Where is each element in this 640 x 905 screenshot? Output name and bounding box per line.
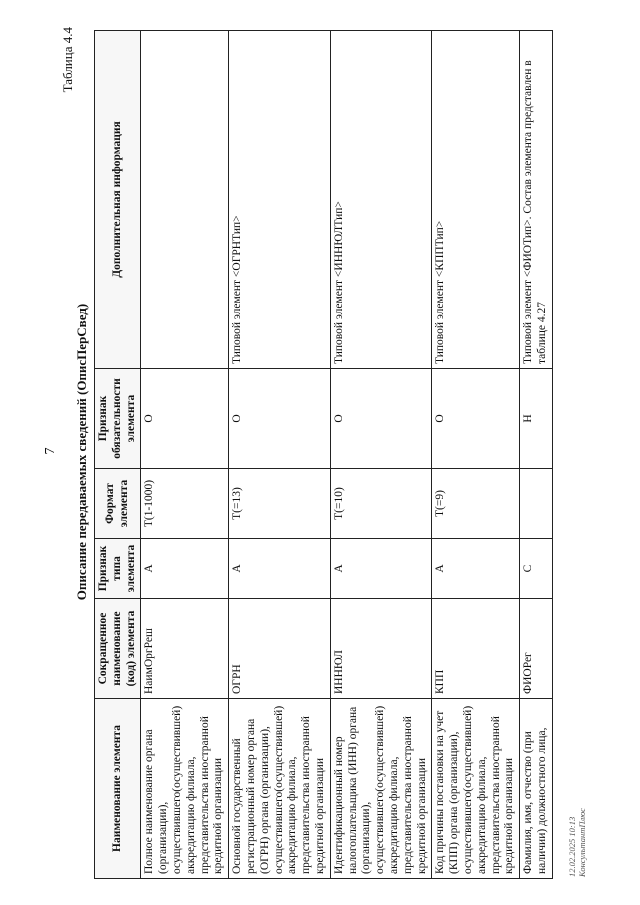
header-required: Признак обязательности элемента [95,369,141,469]
cell-required: О [432,369,520,469]
table-label: Таблица 4.4 [60,27,75,93]
cell-type: А [330,539,432,599]
header-format: Формат элемента [95,469,141,539]
cell-type: А [141,539,229,599]
header-code: Сокращенное наименование (код) элемента [95,599,141,699]
cell-code: ФИОРег [520,599,553,699]
table-title: Описание передаваемых сведений (ОписПерСвед) [74,303,89,601]
cell-info [141,31,229,369]
table-row [141,31,229,879]
rotated-page [60,21,588,883]
table-header-row [95,31,141,879]
cell-required: О [330,369,432,469]
cell-type: А [229,539,331,599]
table-row [520,31,553,879]
cell-type: А [432,539,520,599]
table-row [229,31,331,879]
cell-type: С [520,539,553,599]
document-stamp [568,808,588,877]
elements-table [94,30,553,879]
cell-info: Типовой элемент <ОГРНТип> [229,31,331,369]
cell-info: Типовой элемент <КППТип> [432,31,520,369]
cell-name: Фамилия, имя, отчество (при наличии) должностного лица, [520,699,553,879]
header-name: Наименование элемента [95,699,141,879]
cell-info: Типовой элемент <ФИОТип>. Состав элемента представлен в таблице 4.27 [520,31,553,369]
stamp-source: КонсультантПлюс [577,808,588,877]
table-row [330,31,432,879]
header-type: Признак типа элемента [95,539,141,599]
page-number: 7 [43,447,58,455]
table-row [432,31,520,879]
cell-info: Типовой элемент <ИННЮЛТип> [330,31,432,369]
header-info: Дополнительная информация [95,31,141,369]
cell-format: T(=9) [432,469,520,539]
cell-code: НаимОргРеш [141,599,229,699]
cell-required: О [141,369,229,469]
cell-code: ИННЮЛ [330,599,432,699]
cell-code: ОГРН [229,599,331,699]
cell-format: T(=10) [330,469,432,539]
cell-format: T(=13) [229,469,331,539]
cell-name: Идентификационный номер налогоплательщика (ИНН) органа (организации), осуществившего(осуществившей) аккредитацию филиала, представительства иностранной кредитной организации [330,699,432,879]
cell-format [520,469,553,539]
cell-name: Основной государственный регистрационный номер органа (ОГРН) органа (организации), осуществившего(осуществившей) аккредитацию филиала, представительства иностранной кредитной организации [229,699,331,879]
cell-required: Н [520,369,553,469]
stamp-date: 12.02.2025 10:13 [567,816,578,877]
cell-name: Полное наименование органа (организации), осуществившего(осуществившей) аккредитацию филиала, представительства иностранной кредитной организации [141,699,229,879]
cell-format: T(1-1000) [141,469,229,539]
cell-required: О [229,369,331,469]
cell-code: КПП [432,599,520,699]
cell-name: Код причины постановки на учет (КПП) органа (организации), осуществившего(осуществившей) аккредитацию филиала, представительства иностранной кредитной организации [432,699,520,879]
